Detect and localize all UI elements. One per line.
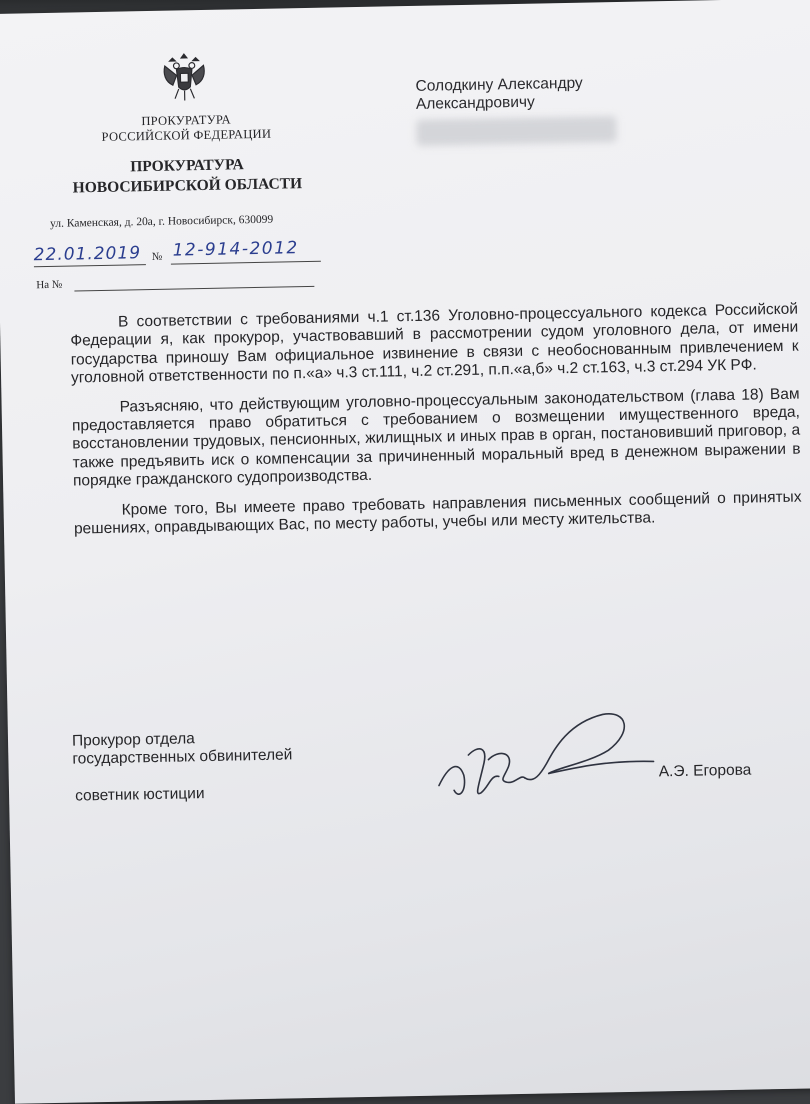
org-header-small — [86, 111, 287, 145]
body-paragraph-3: Кроме того, Вы имеете право требовать направления письменных сообщений о принятых решениях, оправдывающих Вас, по месту работы, учебы или месту жительства. — [73, 488, 802, 538]
signer-position-line-2: государственных обвинителей — [72, 746, 293, 768]
letter-body — [70, 301, 802, 550]
number-underline — [171, 261, 321, 265]
org-line-1: ПРОКУРАТУРА — [141, 112, 232, 129]
document-number: 12-914-2012 — [172, 238, 299, 261]
signer-name: А.Э. Егорова — [658, 761, 752, 781]
org-bold-line-1: ПРОКУРАТУРА — [130, 156, 244, 176]
body-paragraph-2: Разъясняю, что действующим уголовно-процессуальным законодательством (глава 18) Вам предоставляется право обратиться с требованием о возмещении имущественного вреда, восстановлении трудовых, пенсионных, жилищных и иных прав в орган, постановивший приговор, а также предъявить иск о компенсации за причиненный моральный вред в денежном выражении в порядке гражданского судопроизводства. — [71, 385, 801, 490]
recipient-line-1: Солодкину Александру — [415, 74, 583, 95]
reply-to-label: На № — [36, 278, 63, 292]
redacted-address — [416, 116, 616, 146]
org-bold-line-2: НОВОСИБИРСКОЙ ОБЛАСТИ — [72, 175, 303, 197]
reply-to-underline — [74, 286, 314, 292]
signer-position-line-1: Прокурор отдела — [71, 730, 195, 750]
number-label: № — [151, 250, 163, 263]
handwritten-signature-icon — [427, 701, 659, 815]
recipient-block — [415, 75, 583, 114]
org-line-2: РОССИЙСКОЙ ФЕДЕРАЦИИ — [101, 126, 272, 144]
document-date: 22.01.2019 — [33, 243, 142, 266]
signer-position — [72, 728, 293, 768]
org-header-bold — [52, 154, 323, 199]
org-address: ул. Каменская, д. 20а, г. Новосибирск, 630099 — [50, 213, 274, 230]
double-headed-eagle-emblem-icon — [155, 46, 214, 105]
signer-rank: советник юстиции — [74, 785, 205, 805]
recipient-line-2: Александровичу — [415, 93, 535, 113]
body-paragraph-1: В соответствии с требованиями ч.1 ст.136 Уголовно-процессуального кодекса Российской Федерации я, как прокурор, участвовавший в рассмотрении судом уголовного дела, от имени государства приношу Вам официальное извинение в связи с необоснованным привлечением к уголовной ответственности по п.«а» ч.3 ст.111, ч.2 ст.291, п.п.«а,б» ч.2 ст.163, ч.3 ст.294 УК РФ. — [70, 300, 799, 387]
